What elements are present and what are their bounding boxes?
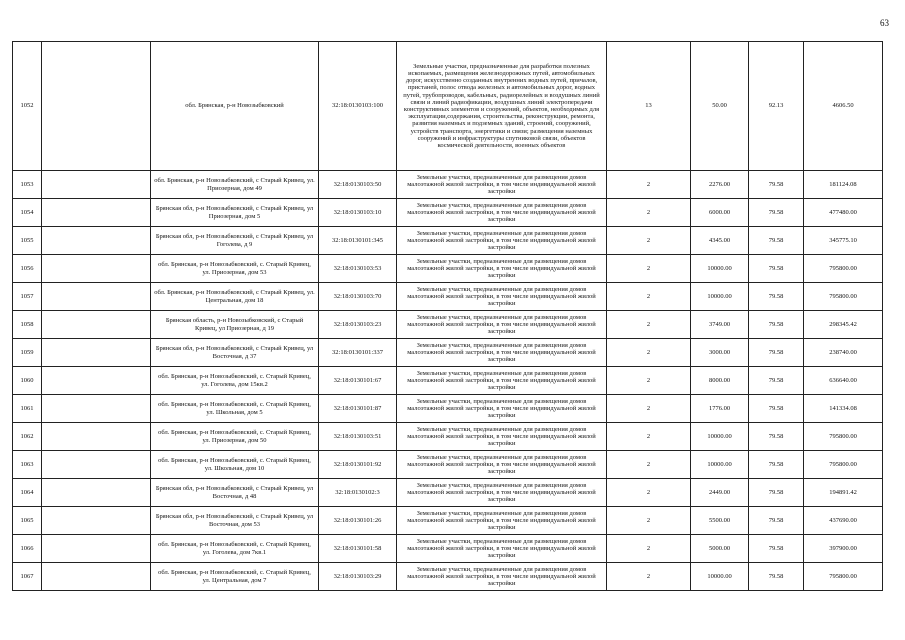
cadastral-value-cell: 795800.00	[804, 423, 883, 451]
table-row	[13, 227, 883, 255]
land-purpose-cell: Земельные участки, предназначенные для размещения домов малоэтажной жилой застройки, в том числе индивидуальной жилой застройки	[397, 199, 607, 227]
purpose-code-cell: 2	[607, 423, 691, 451]
empty-cell	[42, 339, 151, 367]
cadastral-number-cell: 32:18:0130103:23	[319, 311, 397, 339]
address-cell: обл. Брянская, р-н Новозыбковский, с Старый Кривец, ул. Приозерная, дом 49	[151, 171, 319, 199]
table-row	[13, 395, 883, 423]
land-purpose-cell: Земельные участки, предназначенные для размещения домов малоэтажной жилой застройки, в том числе индивидуальной жилой застройки	[397, 171, 607, 199]
purpose-code-cell: 2	[607, 199, 691, 227]
purpose-code-cell: 2	[607, 227, 691, 255]
address-cell: Брянская обл, р-н Новозыбковский, с Старый Кривец, ул Восточная, д 48	[151, 479, 319, 507]
rate-cell: 79.58	[749, 339, 804, 367]
cadastral-value-cell: 345775.10	[804, 227, 883, 255]
row-number-cell: 1061	[13, 395, 42, 423]
rate-cell: 79.58	[749, 507, 804, 535]
address-cell: обл. Брянская, р-н Новозыбковский, с. Старый Кривец, ул. Приозерная, дом 53	[151, 255, 319, 283]
cadastral-value-cell: 181124.08	[804, 171, 883, 199]
area-cell: 3749.00	[691, 311, 749, 339]
row-number-cell: 1056	[13, 255, 42, 283]
table-row	[13, 255, 883, 283]
cadastral-number-cell: 32:18:0130101:337	[319, 339, 397, 367]
row-number-cell: 1065	[13, 507, 42, 535]
cadastral-number-cell: 32:18:0130101:58	[319, 535, 397, 563]
area-cell: 5500.00	[691, 507, 749, 535]
cadastral-value-cell: 636640.00	[804, 367, 883, 395]
purpose-code-cell: 2	[607, 395, 691, 423]
area-cell: 4345.00	[691, 227, 749, 255]
address-cell: обл. Брянская, р-н Новозыбковский, с. Старый Кривец, ул. Гоголева, дом 15кв.2	[151, 367, 319, 395]
land-purpose-cell: Земельные участки, предназначенные для размещения домов малоэтажной жилой застройки, в том числе индивидуальной жилой застройки	[397, 563, 607, 591]
area-cell: 6000.00	[691, 199, 749, 227]
rate-cell: 92.13	[749, 42, 804, 171]
rate-cell: 79.58	[749, 311, 804, 339]
table-row	[13, 479, 883, 507]
cadastral-number-cell: 32:18:0130103:53	[319, 255, 397, 283]
table-row	[13, 367, 883, 395]
rate-cell: 79.58	[749, 563, 804, 591]
purpose-code-cell: 2	[607, 171, 691, 199]
land-purpose-cell: Земельные участки, предназначенные для размещения домов малоэтажной жилой застройки, в том числе индивидуальной жилой застройки	[397, 423, 607, 451]
cadastral-number-cell: 32:18:0130101:345	[319, 227, 397, 255]
area-cell: 1776.00	[691, 395, 749, 423]
land-purpose-cell: Земельные участки, предназначенные для размещения домов малоэтажной жилой застройки, в том числе индивидуальной жилой застройки	[397, 311, 607, 339]
land-purpose-cell: Земельные участки, предназначенные для размещения домов малоэтажной жилой застройки, в том числе индивидуальной жилой застройки	[397, 479, 607, 507]
address-cell: обл. Брянская, р-н Новозыбковский, с. Старый Кривец, ул. Школьная, дом 10	[151, 451, 319, 479]
cadastral-value-cell: 795800.00	[804, 283, 883, 311]
address-cell: обл. Брянская, р-н Новозыбковский, с. Старый Кривец, ул. Центральная, дом 7	[151, 563, 319, 591]
table-row	[13, 199, 883, 227]
purpose-code-cell: 2	[607, 339, 691, 367]
purpose-code-cell: 13	[607, 42, 691, 171]
area-cell: 3000.00	[691, 339, 749, 367]
empty-cell	[42, 563, 151, 591]
empty-cell	[42, 255, 151, 283]
empty-cell	[42, 42, 151, 171]
page-number: 63	[880, 18, 889, 28]
empty-cell	[42, 395, 151, 423]
cadastral-number-cell: 32:18:0130103:51	[319, 423, 397, 451]
address-cell: Брянская область, р-н Новозыбковский, с Старый Кривец, ул Приозерная, д 19	[151, 311, 319, 339]
row-number-cell: 1059	[13, 339, 42, 367]
rate-cell: 79.58	[749, 367, 804, 395]
empty-cell	[42, 423, 151, 451]
cadastral-value-cell: 141334.08	[804, 395, 883, 423]
table-row	[13, 535, 883, 563]
address-cell: Брянская обл, р-н Новозыбковский, с Старый Кривец, ул Восточная, д 37	[151, 339, 319, 367]
table-row	[13, 283, 883, 311]
rate-cell: 79.58	[749, 255, 804, 283]
rate-cell: 79.58	[749, 283, 804, 311]
rate-cell: 79.58	[749, 227, 804, 255]
address-cell: обл. Брянская, р-н Новозыбковский, с. Старый Кривец, ул. Школьная, дом 5	[151, 395, 319, 423]
land-purpose-cell: Земельные участки, предназначенные для размещения домов малоэтажной жилой застройки, в том числе индивидуальной жилой застройки	[397, 451, 607, 479]
area-cell: 8000.00	[691, 367, 749, 395]
cadastral-value-cell: 4606.50	[804, 42, 883, 171]
area-cell: 2276.00	[691, 171, 749, 199]
row-number-cell: 1057	[13, 283, 42, 311]
area-cell: 10000.00	[691, 451, 749, 479]
address-cell: обл. Брянская, р-н Новозыбковский, с. Старый Кривец, ул. Гоголева, дом 7кв.1	[151, 535, 319, 563]
empty-cell	[42, 199, 151, 227]
table-row	[13, 507, 883, 535]
address-cell: Брянская обл, р-н Новозыбковский, с Старый Кривец, ул Гоголева, д 9	[151, 227, 319, 255]
cadastral-value-cell: 477480.00	[804, 199, 883, 227]
area-cell: 10000.00	[691, 563, 749, 591]
area-cell: 50.00	[691, 42, 749, 171]
cadastral-value-cell: 397900.00	[804, 535, 883, 563]
land-purpose-cell: Земельные участки, предназначенные для размещения домов малоэтажной жилой застройки, в том числе индивидуальной жилой застройки	[397, 283, 607, 311]
empty-cell	[42, 227, 151, 255]
row-number-cell: 1055	[13, 227, 42, 255]
purpose-code-cell: 2	[607, 311, 691, 339]
cadastral-value-cell: 194891.42	[804, 479, 883, 507]
purpose-code-cell: 2	[607, 507, 691, 535]
cadastral-value-cell: 437690.00	[804, 507, 883, 535]
land-purpose-cell: Земельные участки, предназначенные для размещения домов малоэтажной жилой застройки, в том числе индивидуальной жилой застройки	[397, 507, 607, 535]
land-purpose-cell: Земельные участки, предназначенные для размещения домов малоэтажной жилой застройки, в том числе индивидуальной жилой застройки	[397, 255, 607, 283]
area-cell: 10000.00	[691, 255, 749, 283]
row-number-cell: 1058	[13, 311, 42, 339]
row-number-cell: 1064	[13, 479, 42, 507]
area-cell: 5000.00	[691, 535, 749, 563]
purpose-code-cell: 2	[607, 479, 691, 507]
table-row	[13, 339, 883, 367]
empty-cell	[42, 311, 151, 339]
area-cell: 2449.00	[691, 479, 749, 507]
empty-cell	[42, 367, 151, 395]
empty-cell	[42, 479, 151, 507]
address-cell: обл. Брянская, р-н Новозыбковский	[151, 42, 319, 171]
cadastral-number-cell: 32:18:0130101:92	[319, 451, 397, 479]
land-purpose-cell: Земельные участки, предназначенные для размещения домов малоэтажной жилой застройки, в том числе индивидуальной жилой застройки	[397, 535, 607, 563]
cadastral-number-cell: 32:18:0130103:100	[319, 42, 397, 171]
cadastral-value-cell: 238740.00	[804, 339, 883, 367]
table-row	[13, 171, 883, 199]
purpose-code-cell: 2	[607, 451, 691, 479]
purpose-code-cell: 2	[607, 255, 691, 283]
cadastral-number-cell: 32:18:0130101:87	[319, 395, 397, 423]
table-row	[13, 563, 883, 591]
land-purpose-cell: Земельные участки, предназначенные для размещения домов малоэтажной жилой застройки, в том числе индивидуальной жилой застройки	[397, 339, 607, 367]
rate-cell: 79.58	[749, 479, 804, 507]
row-number-cell: 1067	[13, 563, 42, 591]
land-purpose-cell: Земельные участки, предназначенные для разработки полезных ископаемых, размещения железнодорожных путей, автомобильных дорог, искусственно созданных внутренних водных путей, причалов, пристаней, полос отвода железных и автомобильных дорог, водных путей, трубопроводов, кабельных, радиорелейных и воздушных линий связи и линий радиофикации, воздушных линий электропередачи конструктивных элементов и сооружений, объектов, необходимых для эксплуатации,содержания, строительства, реконструкции, ремонта, развития наземных и подземных зданий, строений, сооружений, устройств транспорта, энергетики и связи; размещения наземных сооружений и инфраструктуры спутниковой связи, объектов космической деятельности, военных объектов	[397, 42, 607, 171]
land-purpose-cell: Земельные участки, предназначенные для размещения домов малоэтажной жилой застройки, в том числе индивидуальной жилой застройки	[397, 227, 607, 255]
address-cell: Брянская обл, р-н Новозыбковский, с Старый Кривец, ул Приозерная, дом 5	[151, 199, 319, 227]
row-number-cell: 1063	[13, 451, 42, 479]
area-cell: 10000.00	[691, 283, 749, 311]
cadastral-number-cell: 32:18:0130102:3	[319, 479, 397, 507]
table-row	[13, 451, 883, 479]
land-purpose-cell: Земельные участки, предназначенные для размещения домов малоэтажной жилой застройки, в том числе индивидуальной жилой застройки	[397, 367, 607, 395]
table-row	[13, 423, 883, 451]
cadastral-number-cell: 32:18:0130103:10	[319, 199, 397, 227]
row-number-cell: 1062	[13, 423, 42, 451]
cadastral-number-cell: 32:18:0130103:50	[319, 171, 397, 199]
purpose-code-cell: 2	[607, 563, 691, 591]
address-cell: Брянская обл, р-н Новозыбковский, с Старый Кривец, ул Восточная, дом 53	[151, 507, 319, 535]
cadastral-number-cell: 32:18:0130103:29	[319, 563, 397, 591]
row-number-cell: 1066	[13, 535, 42, 563]
land-purpose-cell: Земельные участки, предназначенные для размещения домов малоэтажной жилой застройки, в том числе индивидуальной жилой застройки	[397, 395, 607, 423]
rate-cell: 79.58	[749, 199, 804, 227]
table-row	[13, 311, 883, 339]
table-body	[13, 42, 883, 591]
purpose-code-cell: 2	[607, 367, 691, 395]
land-registry-table	[12, 41, 883, 591]
row-number-cell: 1053	[13, 171, 42, 199]
row-number-cell: 1052	[13, 42, 42, 171]
address-cell: обл. Брянская, р-н Новозыбковский, с. Старый Кривец, ул. Приозерная, дом 50	[151, 423, 319, 451]
purpose-code-cell: 2	[607, 535, 691, 563]
purpose-code-cell: 2	[607, 283, 691, 311]
cadastral-value-cell: 795800.00	[804, 563, 883, 591]
cadastral-number-cell: 32:18:0130101:26	[319, 507, 397, 535]
address-cell: обл. Брянская, р-н Новозыбковский, с Старый Кривец, ул. Центральная, дом 18	[151, 283, 319, 311]
empty-cell	[42, 283, 151, 311]
area-cell: 10000.00	[691, 423, 749, 451]
empty-cell	[42, 535, 151, 563]
cadastral-value-cell: 795800.00	[804, 255, 883, 283]
empty-cell	[42, 507, 151, 535]
empty-cell	[42, 451, 151, 479]
cadastral-number-cell: 32:18:0130103:70	[319, 283, 397, 311]
rate-cell: 79.58	[749, 171, 804, 199]
cadastral-value-cell: 795800.00	[804, 451, 883, 479]
rate-cell: 79.58	[749, 395, 804, 423]
cadastral-number-cell: 32:18:0130101:67	[319, 367, 397, 395]
cadastral-value-cell: 298345.42	[804, 311, 883, 339]
rate-cell: 79.58	[749, 451, 804, 479]
row-number-cell: 1060	[13, 367, 42, 395]
empty-cell	[42, 171, 151, 199]
rate-cell: 79.58	[749, 423, 804, 451]
row-number-cell: 1054	[13, 199, 42, 227]
table-row	[13, 42, 883, 171]
rate-cell: 79.58	[749, 535, 804, 563]
